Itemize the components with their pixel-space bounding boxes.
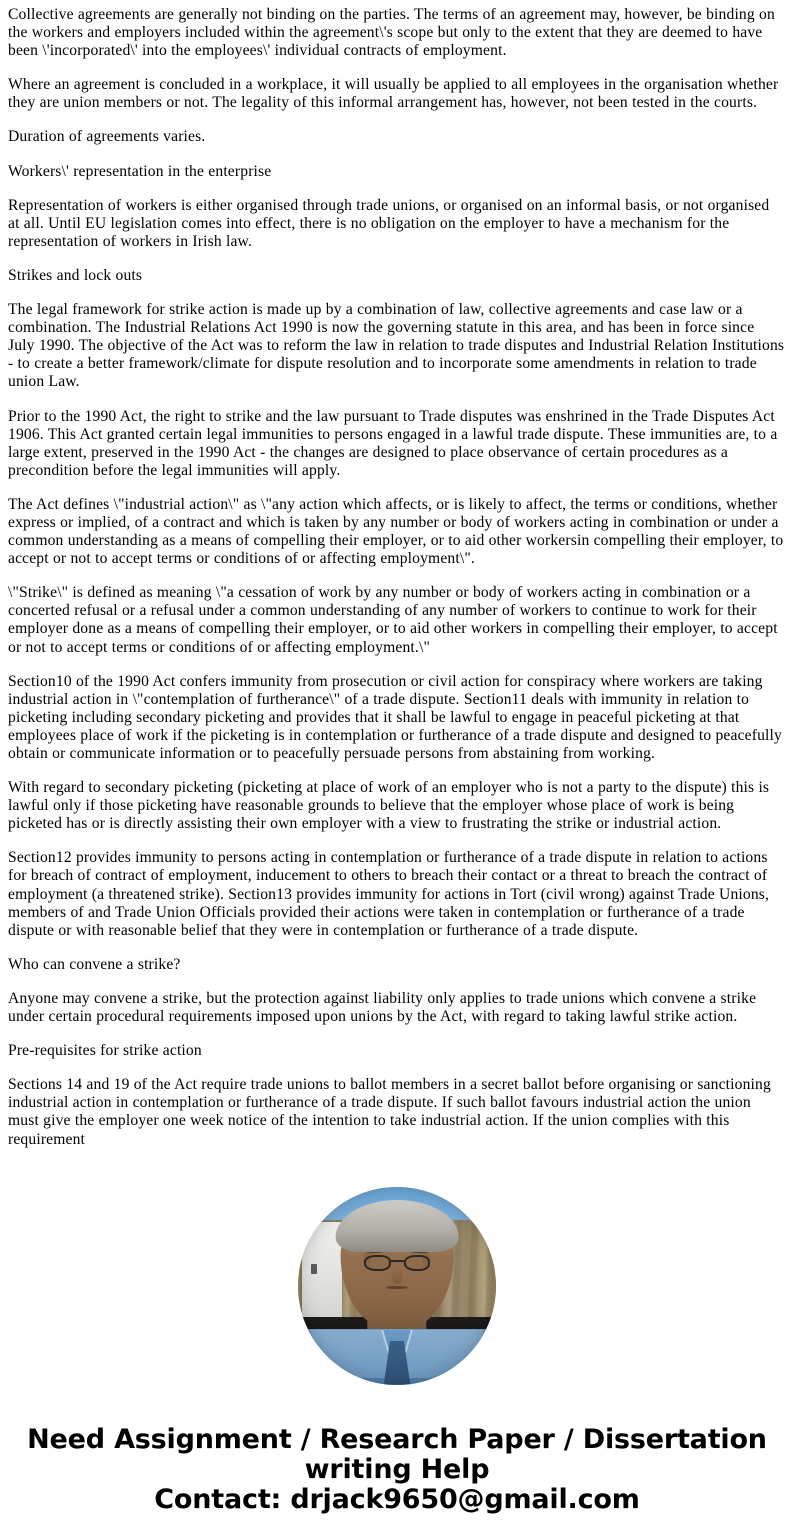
section-heading-pre-requisites: Pre-requisites for strike action <box>8 1042 202 1060</box>
paragraph: With regard to secondary picketing (picketing at place of work of an employer who is not a party to the dispute) this is lawful only if those picketing have reasonable grounds to believe that the employer whose place of work is being picketed has or is directly assisting their own employer with a view to frustrating the strike or industrial action. <box>8 779 770 833</box>
photo-glasses-lens-right <box>404 1255 430 1271</box>
photo-glasses-lens-left <box>364 1255 390 1271</box>
paragraph: The Act defines \"industrial action\" as \"any action which affects, or is likely to affect, the terms or conditions, whether express or implied, of a contract and which is taken by any number or body of workers acting in combination or under a common understanding as a means of compelling their employer, or to aid other workersin compelling their employer, to accept or not to accept terms or conditions of or affecting employment\". <box>8 495 784 568</box>
footer-line-2: writing Help <box>304 1453 490 1485</box>
paragraph: Duration of agreements varies. <box>8 128 206 146</box>
avatar-container <box>0 1187 794 1385</box>
paragraph: Sections 14 and 19 of the Act require trade unions to ballot members in a secret ballot before organising or sanctioning industrial action in contemplation or furtherance of a trade dispute. If such ballot favours industrial action the union must give the employer one week notice of the intention to take industrial action. If the union complies with this requirement <box>8 1076 771 1148</box>
paragraph: Anyone may convene a strike, but the protection against liability only applies to trade unions which convene a strike under certain procedural requirements imposed upon unions by the Act, with regard to taking lawful strike action. <box>8 989 757 1026</box>
paragraph: The legal framework for strike action is made up by a combination of law, collective agreements and case law or a combination. The Industrial Relations Act 1990 is now the governing statute in this area, and has been in force since July 1990. The objective of the Act was to reform the law in relation to trade disputes and Industrial Relation Institutions - to create a better framework/climate for dispute resolution and to incorporate some amendments in relation to trade union Law. <box>8 301 785 391</box>
paragraph: Collective agreements are generally not binding on the parties. The terms of an agreement may, however, be binding on the workers and employers included within the agreement\'s scope but only to the extent that they are deemed to have been \'incorporated\' into the employees\' individual contracts of employment. <box>8 6 775 60</box>
section-heading-workers-representation: Workers\' representation in the enterprise <box>8 162 272 180</box>
paragraph: Prior to the 1990 Act, the right to strike and the law pursuant to Trade disputes was enshrined in the Trade Disputes Act 1906. This Act granted certain legal immunities to persons engaged in a lawful trade dispute. These immunities are, to a large extent, preserved in the 1990 Act - the changes are designed to place observance of certain procedures as a precondition before the legal immunities will apply. <box>8 407 778 479</box>
paragraph: Representation of workers is either organised through trade unions, or organised on an informal basis, or not organised at all. Until EU legislation comes into effect, there is no obligation on the employer to have a mechanism for the representation of workers in Irish law. <box>8 196 770 250</box>
footer-line-1: Need Assignment / Research Paper / Dissertation <box>27 1423 767 1455</box>
footer-advertisement <box>0 1425 794 1515</box>
section-heading-strikes-and-lock-outs: Strikes and lock outs <box>8 266 143 284</box>
photo-glasses-bridge <box>390 1260 403 1262</box>
paragraph: \"Strike\" is defined as meaning \"a cessation of work by any number or body of workers acting in combination or a concerted refusal or a refusal under a common understanding of any number of workers to continue to work for their employer done as a means of compelling their employer, or to aid other workers in compelling their employer, to accept or not to accept terms or conditions of or affecting employment.\" <box>8 584 778 656</box>
paragraph: Section12 provides immunity to persons acting in contemplation or furtherance of a trade dispute in relation to actions for breach of contract of employment, inducement to others to breach their contact or a threat to breach the contract of employment (a threatened strike). Section13 provides immunity for actions in Tort (civil wrong) against Trade Unions, members of and Trade Union Officials provided their actions were taken in contemplation or furtherance of a trade dispute or with reasonable belief that they were in contemplation or furtherance of a trade dispute. <box>8 849 770 939</box>
section-heading-who-can-convene-a-strike: Who can convene a strike? <box>8 955 181 973</box>
paragraph: Where an agreement is concluded in a workplace, it will usually be applied to all employees in the organisation whether they are union members or not. The legality of this informal arrangement has, however, not been tested in the courts. <box>8 76 779 112</box>
photo-person-mouth <box>387 1286 407 1289</box>
avatar <box>298 1187 496 1385</box>
paragraph: Section10 of the 1990 Act confers immunity from prosecution or civil action for conspiracy where workers are taking industrial action in \"contemplation of furtherance\" of a trade dispute. Section11 deals with immunity in relation to picketing including secondary picketing and provides that it shall be lawful to engage in peaceful picketing at that employees place of work if the picketing is in contemplation or furtherance of a trade dispute and designed to peacefully obtain or communicate information or to peacefully persuade persons from abstaining from working. <box>8 672 782 762</box>
photo-person-nose <box>392 1268 402 1284</box>
footer-line-contact: Contact: drjack9650@gmail.com <box>154 1483 640 1515</box>
